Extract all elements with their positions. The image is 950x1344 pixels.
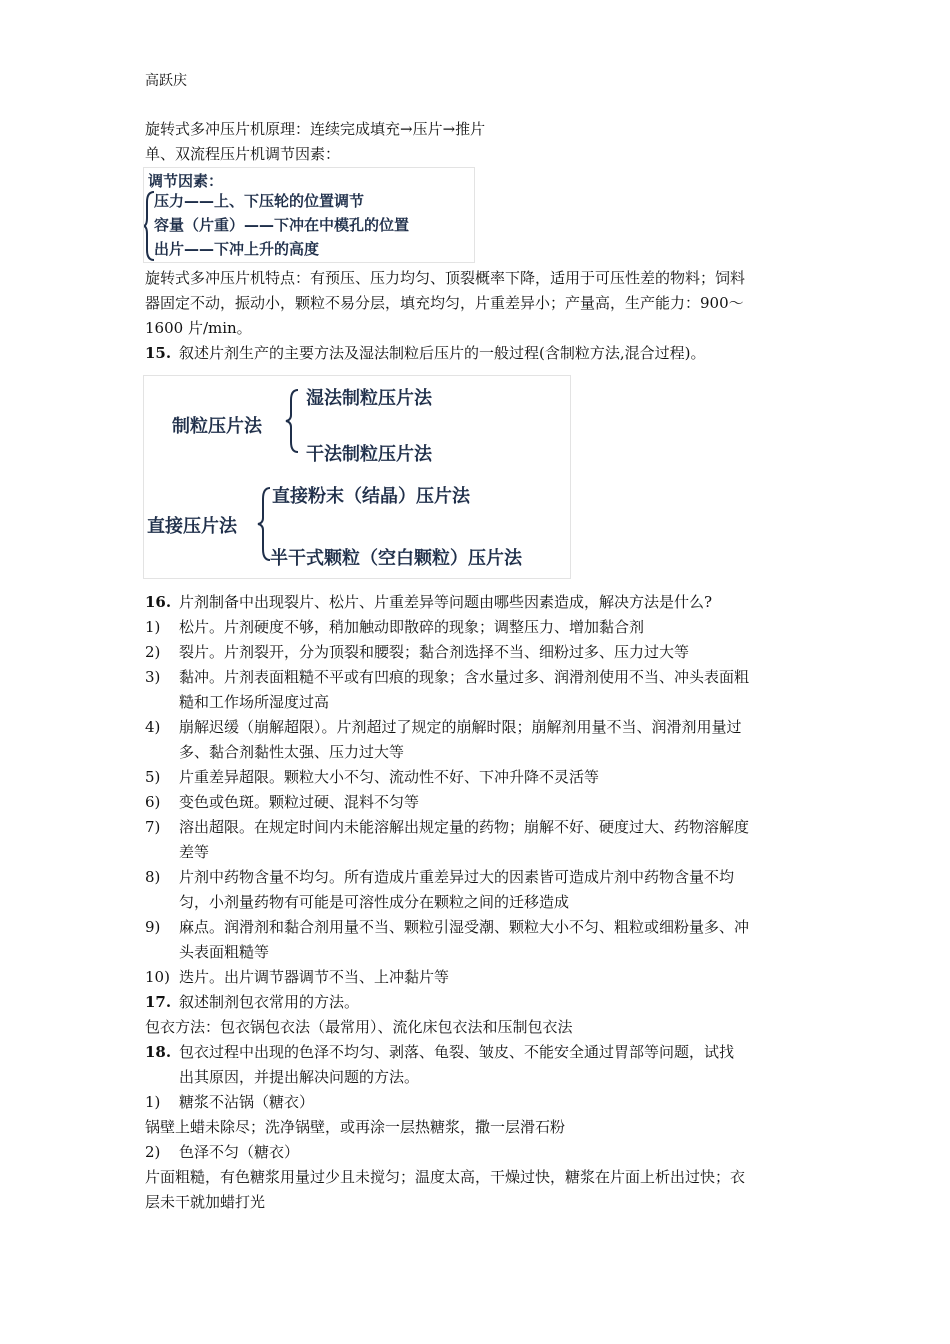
list-number: 2) [145, 1143, 161, 1161]
q18-number: 18. [145, 1043, 172, 1061]
list-item-continued: 糙和工作场所湿度过高 [179, 693, 330, 711]
fig2-direct-compression: 直接压片法 [147, 516, 237, 537]
list-number: 2) [145, 643, 161, 661]
fig2-dry-granulation: 干法制粒压片法 [306, 444, 432, 465]
list-item-continued: 多、黏合剂黏性太强、压力过大等 [179, 743, 405, 761]
page-header-author: 高跃庆 [145, 73, 187, 89]
press-principle-line: 旋转式多冲压片机原理：连续完成填充→压片→推片 [145, 120, 486, 138]
fig2-wet-granulation: 湿法制粒压片法 [306, 388, 432, 409]
q18-question: 包衣过程中出现的色泽不均匀、剥落、龟裂、皱皮、不能安全通过胃部等问题，试找 [179, 1043, 735, 1061]
list-item: 溶出超限。在规定时间内未能溶解出规定量的药物；崩解不好、硬度过大、药物溶解度 [179, 818, 750, 836]
brace-icon [284, 388, 300, 454]
adjust-factors-line: 单、双流程压片机调节因素： [145, 145, 341, 163]
list-number: 3) [145, 668, 161, 686]
methods-figure [143, 375, 571, 579]
list-item: 黏冲。片剂表面粗糙不平或有凹痕的现象；含水量过多、润滑剂使用不当、冲头表面粗 [179, 668, 750, 686]
q15-number: 15. [145, 344, 172, 362]
fig1-title: 调节因素： [148, 172, 224, 190]
list-item: 迭片。出片调节器调节不当、上冲黏片等 [179, 968, 450, 986]
q17-answer: 包衣方法：包衣锅包衣法（最常用）、流化床包衣法和压制包衣法 [145, 1018, 573, 1036]
list-number: 5) [145, 768, 161, 786]
list-item: 片剂中药物含量不均匀。所有造成片重差异过大的因素皆可造成片剂中药物含量不均 [179, 868, 735, 886]
fig1-row-ejection: 出片——下冲上升的高度 [154, 240, 320, 258]
q18-question-continued: 出其原因，并提出解决问题的方法。 [179, 1068, 420, 1086]
fig1-row-pressure: 压力——上、下压轮的位置调节 [154, 192, 365, 210]
list-number: 4) [145, 718, 161, 736]
q18-issue-2-answer-continued: 层未干就加蜡打光 [145, 1193, 266, 1211]
list-number: 6) [145, 793, 161, 811]
features-line-3: 1600 片/min。 [145, 319, 252, 337]
features-line-2: 器固定不动，振动小，颗粒不易分层，填充均匀，片重差异小；产量高，生产能力：900～ [145, 294, 744, 312]
list-item: 麻点。润滑剂和黏合剂用量不当、颗粒引湿受潮、颗粒大小不匀、粗粒或细粉量多、冲 [179, 918, 750, 936]
q18-issue-2: 色泽不匀（糖衣） [179, 1143, 300, 1161]
list-item: 片重差异超限。颗粒大小不匀、流动性不好、下冲升降不灵活等 [179, 768, 600, 786]
list-number: 1) [145, 618, 161, 636]
q15-question: 叙述片剂生产的主要方法及湿法制粒后压片的一般过程(含制粒方法,混合过程)。 [179, 344, 706, 362]
list-item-continued: 头表面粗糙等 [179, 943, 270, 961]
q18-issue-2-answer: 片面粗糙，有色糖浆用量过少且未搅匀；温度太高，干燥过快，糖浆在片面上析出过快；衣 [145, 1168, 746, 1186]
list-number: 9) [145, 918, 161, 936]
q16-number: 16. [145, 593, 172, 611]
q17-number: 17. [145, 993, 172, 1011]
features-line-1: 旋转式多冲压片机特点：有预压、压力均匀、顶裂概率下降，适用于可压性差的物料；饲料 [145, 269, 746, 287]
list-item: 崩解迟缓（崩解超限）。片剂超过了规定的崩解时限；崩解剂用量不当、润滑剂用量过 [179, 718, 742, 736]
list-number: 1) [145, 1093, 161, 1111]
list-number: 8) [145, 868, 161, 886]
list-item-continued: 匀，小剂量药物有可能是可溶性成分在颗粒之间的迁移造成 [179, 893, 570, 911]
list-item: 松片。片剂硬度不够，稍加触动即散碎的现象；调整压力、增加黏合剂 [179, 618, 645, 636]
list-item-continued: 差等 [179, 843, 210, 861]
q18-issue-1-answer: 锅壁上蜡未除尽；洗净锅壁，或再涂一层热糖浆，撒一层滑石粉 [145, 1118, 566, 1136]
q18-issue-1: 糖浆不沾锅（糖衣） [179, 1093, 315, 1111]
fig2-granulation-method: 制粒压片法 [172, 416, 262, 437]
list-item: 变色或色斑。颗粒过硬、混料不匀等 [179, 793, 420, 811]
fig2-direct-powder: 直接粉末（结晶）压片法 [272, 486, 470, 507]
list-item: 裂片。片剂裂开，分为顶裂和腰裂；黏合剂选择不当、细粉过多、压力过大等 [179, 643, 690, 661]
list-number: 7) [145, 818, 161, 836]
adjust-factors-figure [143, 167, 475, 263]
q17-question: 叙述制剂包衣常用的方法。 [179, 993, 360, 1011]
fig1-row-capacity: 容量（片重）——下冲在中模孔的位置 [154, 216, 410, 234]
list-number: 10) [145, 968, 170, 986]
q16-question: 片剂制备中出现裂片、松片、片重差异等问题由哪些因素造成，解决方法是什么? [179, 593, 713, 611]
fig2-semi-dry-granule: 半干式颗粒（空白颗粒）压片法 [270, 548, 522, 569]
